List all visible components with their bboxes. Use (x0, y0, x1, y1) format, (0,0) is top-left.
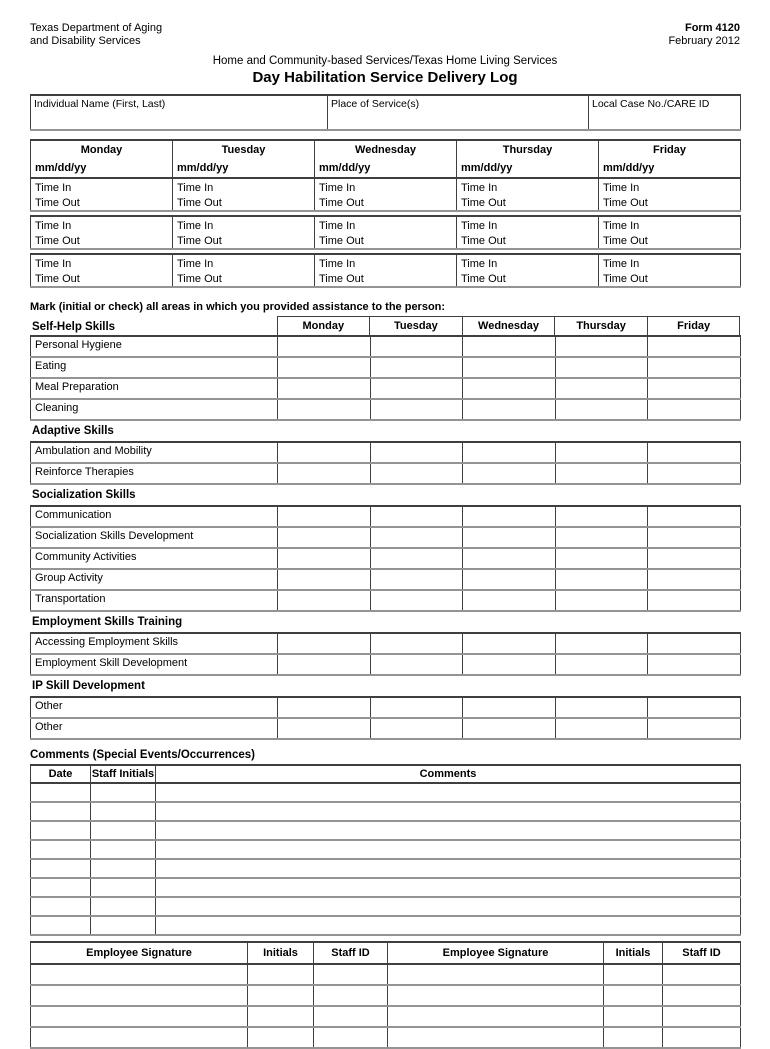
mark-cell[interactable] (278, 378, 371, 399)
time-entry-cell[interactable] (31, 254, 173, 287)
mark-cell[interactable] (370, 399, 463, 420)
comment-text-cell[interactable] (156, 897, 741, 916)
signature-cell[interactable] (388, 1027, 604, 1048)
time-in-label: Time In (319, 258, 356, 270)
time-entry-cell[interactable] (599, 216, 741, 249)
assist-day-header-tuesday: Tuesday (370, 317, 463, 336)
mark-cell[interactable] (648, 357, 741, 378)
mark-cell[interactable] (648, 463, 741, 484)
skill-row-label: Employment Skill Development (31, 654, 278, 675)
time-out-label: Time Out (603, 196, 648, 209)
mark-cell[interactable] (370, 718, 463, 739)
case-id-field[interactable] (589, 95, 741, 130)
mark-cell[interactable] (463, 569, 556, 590)
mark-cell[interactable] (648, 527, 741, 548)
time-entry-cell[interactable] (457, 216, 599, 249)
comments-table (30, 764, 741, 936)
agency-line-1: Texas Department of Aging (30, 22, 163, 34)
time-out-label: Time Out (35, 234, 80, 247)
form-title: Day Habilitation Service Delivery Log (252, 69, 518, 86)
time-out-label: Time Out (603, 234, 648, 247)
time-entry-cell[interactable] (31, 178, 173, 211)
time-out-label: Time Out (319, 234, 364, 247)
mark-cell[interactable] (463, 357, 556, 378)
assistance-instruction: Mark (initial or check) all areas in which you provided assistance to the person: (30, 301, 446, 313)
time-in-label: Time In (319, 182, 356, 194)
ip-skill-table (30, 696, 741, 740)
comment-date-cell[interactable] (31, 802, 91, 821)
case-id-label: Local Case No./CARE ID (592, 98, 710, 110)
mark-cell[interactable] (648, 654, 741, 675)
form-number: Form 4120 (684, 22, 740, 34)
mark-cell[interactable] (555, 378, 648, 399)
mark-cell[interactable] (648, 378, 741, 399)
time-in-label: Time In (35, 258, 72, 270)
skill-row-label: Meal Preparation (31, 378, 278, 399)
comment-date-cell[interactable] (31, 916, 91, 935)
comment-text-cell[interactable] (156, 783, 741, 802)
skill-row-label: Accessing Employment Skills (35, 636, 179, 648)
time-in-label: Time In (35, 220, 72, 232)
time-entry-cell[interactable] (31, 216, 173, 249)
time-out-label: Time Out (319, 272, 364, 285)
signature-cell[interactable] (31, 964, 248, 985)
mark-cell[interactable] (370, 569, 463, 590)
time-in-label: Time In (319, 220, 356, 232)
title-block (30, 54, 740, 87)
day-name-label: Friday (652, 144, 686, 156)
program-title: Home and Community-based Services/Texas Home Living Services (212, 55, 558, 67)
comments-col-header-date: Date (31, 765, 91, 783)
mark-cell[interactable] (463, 442, 556, 463)
mark-cell[interactable] (648, 718, 741, 739)
comments-col-header-staff-initials: Staff Initials (91, 765, 156, 783)
mark-cell[interactable] (555, 569, 648, 590)
initials-cell[interactable] (248, 1027, 314, 1048)
mark-cell[interactable] (463, 378, 556, 399)
mark-cell[interactable] (555, 357, 648, 378)
mark-cell[interactable] (278, 336, 371, 357)
comment-text-cell[interactable] (156, 802, 741, 821)
col-header-employee-signature-2: Employee Signature (388, 942, 604, 964)
individual-info-table (30, 94, 741, 131)
mark-cell[interactable] (370, 590, 463, 611)
skill-row-label: Ambulation and Mobility (35, 445, 152, 457)
col-header-employee-signature-1: Employee Signature (31, 942, 248, 964)
place-of-service-field[interactable] (328, 95, 589, 130)
staff-id-cell[interactable] (663, 985, 741, 1006)
comment-date-cell[interactable] (31, 897, 91, 916)
mark-cell[interactable] (463, 336, 556, 357)
schedule-table-week3 (30, 253, 741, 288)
mark-cell[interactable] (463, 654, 556, 675)
time-in-label: Time In (603, 182, 640, 194)
time-in-label: Time In (603, 220, 640, 232)
self-help-skills-table (30, 335, 741, 421)
schedule-header-tuesday[interactable] (173, 140, 315, 178)
mark-cell[interactable] (463, 697, 556, 718)
mark-cell[interactable] (370, 463, 463, 484)
time-in-label: Time In (461, 182, 498, 194)
initials-cell[interactable] (604, 1027, 663, 1048)
date-format-label: mm/dd/yy (35, 162, 87, 174)
mark-cell[interactable] (555, 527, 648, 548)
time-out-label: Time Out (319, 196, 364, 209)
initials-cell[interactable] (604, 985, 663, 1006)
comment-text-cell[interactable] (156, 821, 741, 840)
time-in-label: Time In (461, 220, 498, 232)
mark-cell[interactable] (370, 633, 463, 654)
comment-initials-cell[interactable] (91, 859, 156, 878)
time-in-label: Time In (603, 258, 640, 270)
mark-cell[interactable] (278, 697, 371, 718)
mark-cell[interactable] (463, 463, 556, 484)
time-out-label: Time Out (177, 272, 222, 285)
staff-id-cell[interactable] (314, 964, 388, 985)
mark-cell[interactable] (370, 336, 463, 357)
initials-cell[interactable] (604, 964, 663, 985)
mark-cell[interactable] (370, 548, 463, 569)
skill-row-label: Other (31, 718, 278, 739)
mark-cell[interactable] (648, 590, 741, 611)
comment-initials-cell[interactable] (91, 840, 156, 859)
mark-cell[interactable] (463, 527, 556, 548)
time-entry-cell[interactable] (315, 254, 457, 287)
day-name-label: Thursday (502, 144, 553, 156)
staff-id-cell[interactable] (663, 964, 741, 985)
skill-row-label: Group Activity (31, 569, 278, 590)
time-in-label: Time In (177, 220, 214, 232)
mark-cell[interactable] (370, 506, 463, 527)
time-entry-cell[interactable] (599, 254, 741, 287)
schedule-header-friday[interactable] (599, 140, 741, 178)
employment-skills-table (30, 632, 741, 676)
mark-cell[interactable] (463, 590, 556, 611)
time-entry-cell[interactable] (457, 178, 599, 211)
skill-row-label: Other (35, 700, 63, 712)
time-entry-cell[interactable] (457, 254, 599, 287)
mark-cell[interactable] (370, 697, 463, 718)
assist-day-header-friday: Friday (647, 317, 740, 336)
mark-cell[interactable] (555, 399, 648, 420)
comment-text-cell[interactable] (156, 916, 741, 935)
skill-row-label: Transportation (31, 590, 278, 611)
mark-cell[interactable] (278, 569, 371, 590)
signature-cell[interactable] (388, 985, 604, 1006)
assist-day-header-thursday: Thursday (555, 317, 648, 336)
mark-cell[interactable] (278, 442, 371, 463)
schedule-header-thursday[interactable] (457, 140, 599, 178)
mark-cell[interactable] (648, 506, 741, 527)
mark-cell[interactable] (648, 548, 741, 569)
time-in-label: Time In (461, 258, 498, 270)
day-name-label: Wednesday (355, 144, 416, 156)
mark-cell[interactable] (555, 463, 648, 484)
agency-line-2: and Disability Services (30, 35, 141, 47)
mark-cell[interactable] (370, 378, 463, 399)
time-out-label: Time Out (177, 234, 222, 247)
mark-cell[interactable] (370, 527, 463, 548)
mark-cell[interactable] (648, 336, 741, 357)
time-out-label: Time Out (603, 272, 648, 285)
mark-cell[interactable] (648, 697, 741, 718)
skill-row-label: Socialization Skills Development (31, 527, 278, 548)
time-out-label: Time Out (35, 272, 80, 285)
mark-cell[interactable] (555, 718, 648, 739)
mark-cell[interactable] (463, 506, 556, 527)
mark-cell[interactable] (463, 548, 556, 569)
schedule-header-wednesday[interactable] (315, 140, 457, 178)
signature-cell[interactable] (31, 985, 248, 1006)
day-name-label: Tuesday (221, 144, 266, 156)
mark-cell[interactable] (555, 548, 648, 569)
col-header-staff-id-1: Staff ID (314, 942, 388, 964)
time-entry-cell[interactable] (173, 216, 315, 249)
comment-initials-cell[interactable] (91, 802, 156, 821)
date-format-label: mm/dd/yy (319, 162, 371, 174)
section-title-employment-skills-training: Employment Skills Training (32, 616, 183, 628)
mark-cell[interactable] (278, 590, 371, 611)
comments-title: Comments (Special Events/Occurrences) (30, 749, 255, 761)
col-header-initials-2: Initials (604, 942, 663, 964)
assist-day-header-wednesday: Wednesday (462, 317, 555, 336)
mark-cell[interactable] (278, 506, 371, 527)
agency-name (30, 22, 162, 48)
mark-cell[interactable] (648, 442, 741, 463)
skill-row-label: Reinforce Therapies (31, 463, 278, 484)
schedule-table-week2 (30, 215, 741, 250)
mark-cell[interactable] (555, 336, 648, 357)
day-name-label: Monday (80, 144, 123, 156)
time-entry-cell[interactable] (315, 178, 457, 211)
mark-cell[interactable] (463, 718, 556, 739)
individual-name-field[interactable] (31, 95, 328, 130)
mark-cell[interactable] (555, 633, 648, 654)
comment-text-cell[interactable] (156, 859, 741, 878)
initials-cell[interactable] (248, 985, 314, 1006)
mark-cell[interactable] (555, 590, 648, 611)
section-title-ip-skill-development: IP Skill Development (32, 680, 145, 692)
comment-date-cell[interactable] (31, 821, 91, 840)
time-entry-cell[interactable] (173, 178, 315, 211)
adaptive-skills-table (30, 441, 741, 485)
form-revision-date: February 2012 (668, 35, 740, 47)
socialization-skills-table (30, 505, 741, 612)
assist-day-header-monday: Monday (277, 317, 370, 336)
signature-cell[interactable] (388, 964, 604, 985)
time-entry-cell[interactable] (315, 216, 457, 249)
comment-date-cell[interactable] (31, 859, 91, 878)
mark-cell[interactable] (555, 697, 648, 718)
time-out-label: Time Out (461, 272, 506, 285)
time-entry-cell[interactable] (599, 178, 741, 211)
skill-row-label: Communication (35, 509, 112, 521)
mark-cell[interactable] (370, 442, 463, 463)
time-in-label: Time In (35, 182, 72, 194)
time-out-label: Time Out (35, 196, 80, 209)
col-header-staff-id-2: Staff ID (663, 942, 741, 964)
comment-initials-cell[interactable] (91, 783, 156, 802)
time-out-label: Time Out (177, 196, 222, 209)
mark-cell[interactable] (648, 569, 741, 590)
mark-cell[interactable] (370, 357, 463, 378)
section-title-socialization-skills: Socialization Skills (32, 489, 136, 501)
signature-cell[interactable] (31, 1027, 248, 1048)
mark-cell[interactable] (278, 463, 371, 484)
comment-initials-cell[interactable] (91, 916, 156, 935)
comment-initials-cell[interactable] (91, 821, 156, 840)
skill-row-label: Eating (31, 357, 278, 378)
schedule-header-monday[interactable] (31, 140, 173, 178)
comment-date-cell[interactable] (31, 840, 91, 859)
skill-row-label: Community Activities (31, 548, 278, 569)
mark-cell[interactable] (370, 654, 463, 675)
date-format-label: mm/dd/yy (603, 162, 655, 174)
staff-id-cell[interactable] (314, 985, 388, 1006)
skill-row-label: Personal Hygiene (35, 339, 122, 351)
mark-cell[interactable] (555, 654, 648, 675)
comment-date-cell[interactable] (31, 783, 91, 802)
individual-name-label: Individual Name (First, Last) (34, 98, 166, 110)
place-of-service-label: Place of Service(s) (331, 98, 420, 110)
date-format-label: mm/dd/yy (177, 162, 229, 174)
page-header (30, 22, 740, 48)
comments-col-header-comments: Comments (156, 765, 741, 783)
comment-initials-cell[interactable] (91, 897, 156, 916)
schedule-table-week1 (30, 139, 741, 212)
time-entry-cell[interactable] (173, 254, 315, 287)
mark-cell[interactable] (278, 548, 371, 569)
comment-text-cell[interactable] (156, 878, 741, 897)
mark-cell[interactable] (278, 633, 371, 654)
time-out-label: Time Out (461, 196, 506, 209)
staff-id-cell[interactable] (314, 1027, 388, 1048)
comment-initials-cell[interactable] (91, 878, 156, 897)
assistance-header-row (30, 316, 740, 335)
initials-cell[interactable] (248, 964, 314, 985)
time-in-label: Time In (177, 258, 214, 270)
mark-cell[interactable] (555, 506, 648, 527)
mark-cell[interactable] (278, 654, 371, 675)
mark-cell[interactable] (278, 718, 371, 739)
skill-row-label: Cleaning (31, 399, 278, 420)
mark-cell[interactable] (555, 442, 648, 463)
mark-cell[interactable] (648, 633, 741, 654)
date-format-label: mm/dd/yy (461, 162, 513, 174)
mark-cell[interactable] (278, 357, 371, 378)
time-in-label: Time In (177, 182, 214, 194)
section-title-self-help: Self-Help Skills (32, 321, 116, 333)
mark-cell[interactable] (278, 399, 371, 420)
comment-date-cell[interactable] (31, 878, 91, 897)
signatures-table (30, 941, 741, 1049)
mark-cell[interactable] (463, 399, 556, 420)
staff-id-cell[interactable] (663, 1027, 741, 1048)
mark-cell[interactable] (648, 399, 741, 420)
section-title-adaptive-skills: Adaptive Skills (32, 425, 114, 437)
time-out-label: Time Out (461, 234, 506, 247)
mark-cell[interactable] (463, 633, 556, 654)
form-meta (668, 22, 740, 48)
mark-cell[interactable] (278, 527, 371, 548)
col-header-initials-1: Initials (248, 942, 314, 964)
comment-text-cell[interactable] (156, 840, 741, 859)
